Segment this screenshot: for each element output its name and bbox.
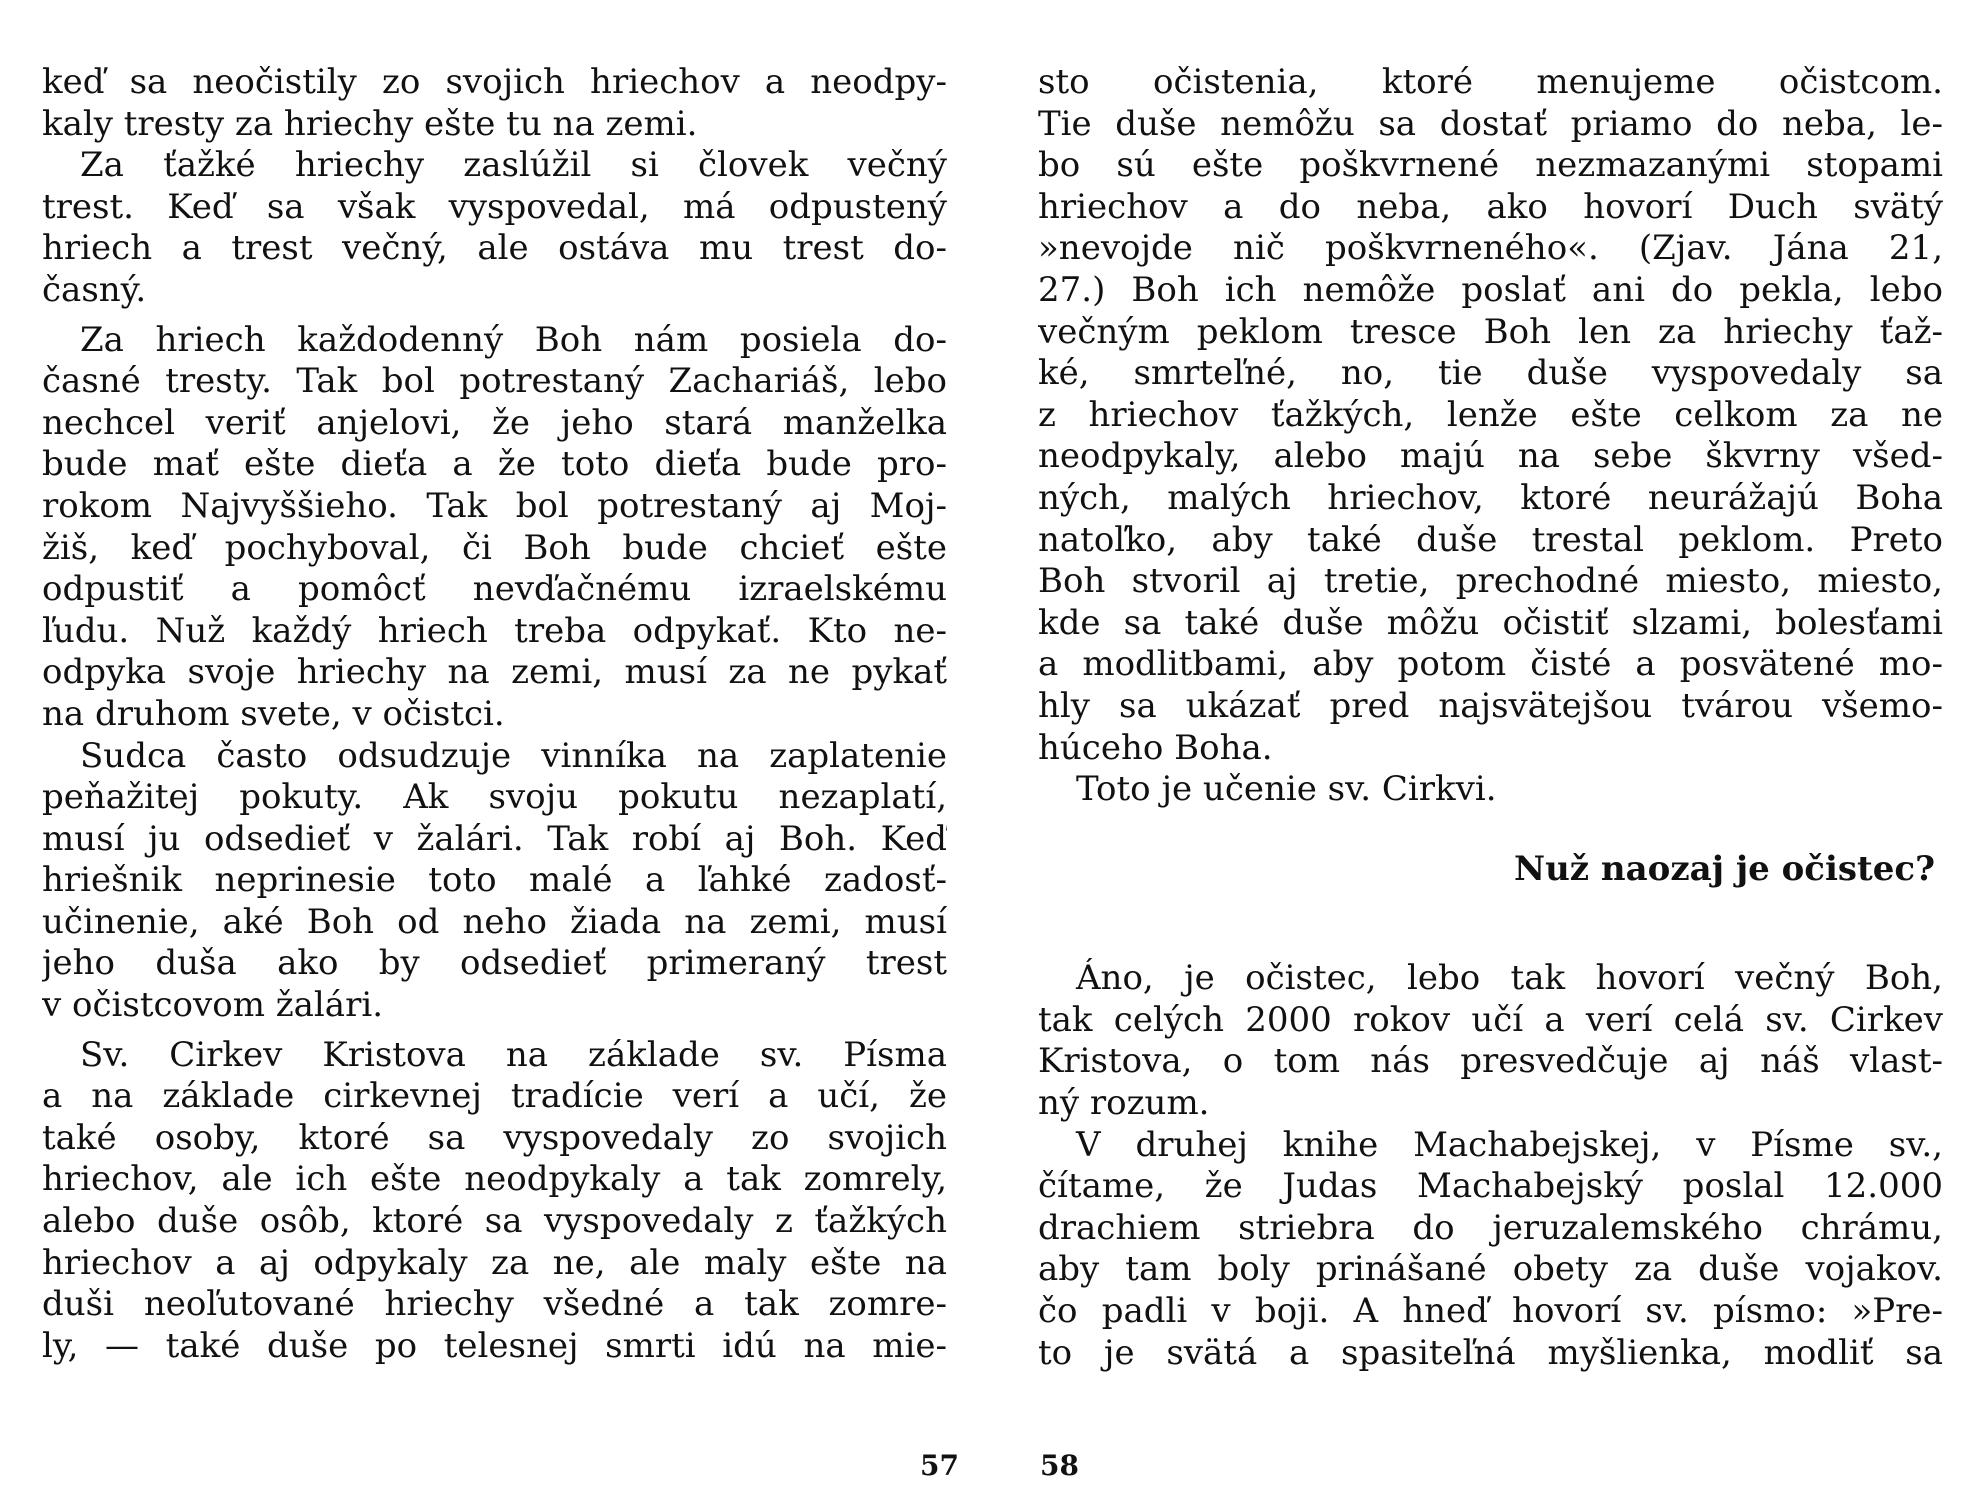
text-line: Áno, je očistec, lebo tak hovorí večný Boh, <box>1076 958 1943 999</box>
text-line: čítame, že Judas Machabejský poslal 12.000 <box>1038 1166 1943 1207</box>
text-line: húceho Boha. <box>1038 727 1273 768</box>
text-line: hriechov a do neba, ako hovorí Duch svätý <box>1038 186 1943 227</box>
text-line: v očistcovom žalári. <box>42 985 384 1026</box>
text-line: hly sa ukázať pred najsvätejšou tvárou všemo- <box>1038 685 1943 726</box>
text-line: »nevojde nič poškvrneného«. (Zjav. Jána 21, <box>1038 228 1943 269</box>
text-line: Za hriech každodenný Boh nám posiela do- <box>80 319 947 360</box>
text-line: to je svätá a spasiteľná myšlienka, modliť sa <box>1038 1332 1943 1373</box>
text-line: žiš, keď pochyboval, či Boh bude chcieť ešte <box>42 527 947 568</box>
text-line: a na základe cirkevnej tradície verí a učí, že <box>42 1076 947 1117</box>
text-line: trest. Keď sa však vyspovedal, má odpustený <box>42 186 947 227</box>
text-line: neodpykaly, alebo majú na sebe škvrny všed- <box>1038 436 1943 477</box>
right-page-text-after-heading <box>1038 958 1943 1374</box>
text-line: ľudu. Nuž každý hriech treba odpykať. Kto ne- <box>42 610 947 651</box>
text-line: časné tresty. Tak bol potrestaný Zachariáš, lebo <box>42 361 947 402</box>
text-line: odpustiť a pomôcť nevďačnému izraelskému <box>42 569 947 610</box>
text-line: ný rozum. <box>1038 1083 1210 1124</box>
page-number-left: 57 <box>920 1449 959 1482</box>
text-line: Toto je učenie sv. Cirkvi. <box>1076 769 1497 810</box>
text-line: na druhom svete, v očistci. <box>42 693 505 734</box>
text-line: keď sa neočistily zo svojich hriechov a neodpy- <box>42 62 947 102</box>
text-line: Sudca často odsudzuje vinníka na zaplatenie <box>80 735 947 776</box>
text-line: tak celých 2000 rokov učí a verí celá sv. Cirkev <box>1038 999 1943 1040</box>
text-line: hriechov, ale ich ešte neodpykaly a tak zomrely, <box>42 1159 947 1200</box>
text-line: jeho duša ako by odsedieť primeraný trest <box>42 943 947 984</box>
right-page-text-before-heading <box>1038 62 1943 811</box>
text-line: odpyka svoje hriechy na zemi, musí za ne pykať <box>42 652 947 693</box>
text-line: čo padli v boji. A hneď hovorí sv. písmo: »Pre- <box>1038 1291 1943 1332</box>
text-line: kaly tresty za hriechy ešte tu na zemi. <box>42 103 698 144</box>
text-line: učinenie, aké Boh od neho žiada na zemi, musí <box>42 901 947 942</box>
page-number-right: 58 <box>1040 1449 1079 1482</box>
text-line: rokom Najvyššieho. Tak bol potrestaný aj Moj- <box>42 485 947 526</box>
text-line: aby tam boly prinášané obety za duše vojakov. <box>1038 1249 1943 1290</box>
text-line: sto očistenia, ktoré menujeme očistcom. <box>1038 62 1943 102</box>
text-line: bude mať ešte dieťa a že toto dieťa bude pro- <box>42 444 947 485</box>
text-line: Za ťažké hriechy zaslúžil si človek večný <box>80 145 947 186</box>
text-line: ly, — také duše po telesnej smrti idú na mie- <box>42 1325 947 1366</box>
text-line: hriešnik neprinesie toto malé a ľahké zadosť- <box>42 860 947 901</box>
text-line: bo sú ešte poškvrnené nezmazanými stopami <box>1038 145 1943 186</box>
text-line: ných, malých hriechov, ktoré neurážajú Boha <box>1038 477 1943 518</box>
text-line: časný. <box>42 269 147 310</box>
text-line: 27.) Boh ich nemôže poslať ani do pekla, lebo <box>1038 269 1943 310</box>
text-line: kde sa také duše môžu očistiť slzami, bolesťami <box>1038 602 1943 643</box>
text-line: natoľko, aby také duše trestal peklom. Preto <box>1038 519 1943 560</box>
text-line: Kristova, o tom nás presvedčuje aj náš vlast- <box>1038 1041 1943 1082</box>
text-line: duši neoľutované hriechy všedné a tak zomre- <box>42 1284 947 1325</box>
text-line: drachiem striebra do jeruzalemského chrámu, <box>1038 1207 1943 1248</box>
text-line: a modlitbami, aby potom čisté a posvätené mo- <box>1038 644 1943 685</box>
text-line: Boh stvoril aj tretie, prechodné miesto, miesto, <box>1038 561 1943 602</box>
text-line: nechcel veriť anjelovi, že jeho stará manželka <box>42 402 947 443</box>
right-page <box>1038 62 1943 1374</box>
text-line: z hriechov ťažkých, lenže ešte celkom za ne <box>1038 394 1943 435</box>
text-line: peňažitej pokuty. Ak svoju pokutu nezaplatí, <box>42 777 947 818</box>
text-line: musí ju odsedieť v žalári. Tak robí aj Boh. Keď <box>42 818 947 859</box>
text-line: Tie duše nemôžu sa dostať priamo do neba, le- <box>1038 103 1943 144</box>
text-line: alebo duše osôb, ktoré sa vyspovedaly z ťažkých <box>42 1201 947 1242</box>
text-line: hriechov a aj odpykaly za ne, ale maly ešte na <box>42 1242 947 1283</box>
text-line: ké, smrteľné, no, tie duše vyspovedaly sa <box>1038 353 1943 394</box>
text-line: také osoby, ktoré sa vyspovedaly zo svojich <box>42 1117 947 1158</box>
text-line: večným peklom tresce Boh len za hriechy ťaž- <box>1038 311 1943 352</box>
left-page <box>42 62 947 1367</box>
text-line: V druhej knihe Machabejskej, v Písme sv., <box>1076 1124 1943 1165</box>
text-line: hriech a trest večný, ale ostáva mu trest do- <box>42 228 947 269</box>
text-line: Sv. Cirkev Kristova na základe sv. Písma <box>80 1034 947 1075</box>
section-heading: Nuž naozaj je očistec? <box>1513 848 1935 889</box>
